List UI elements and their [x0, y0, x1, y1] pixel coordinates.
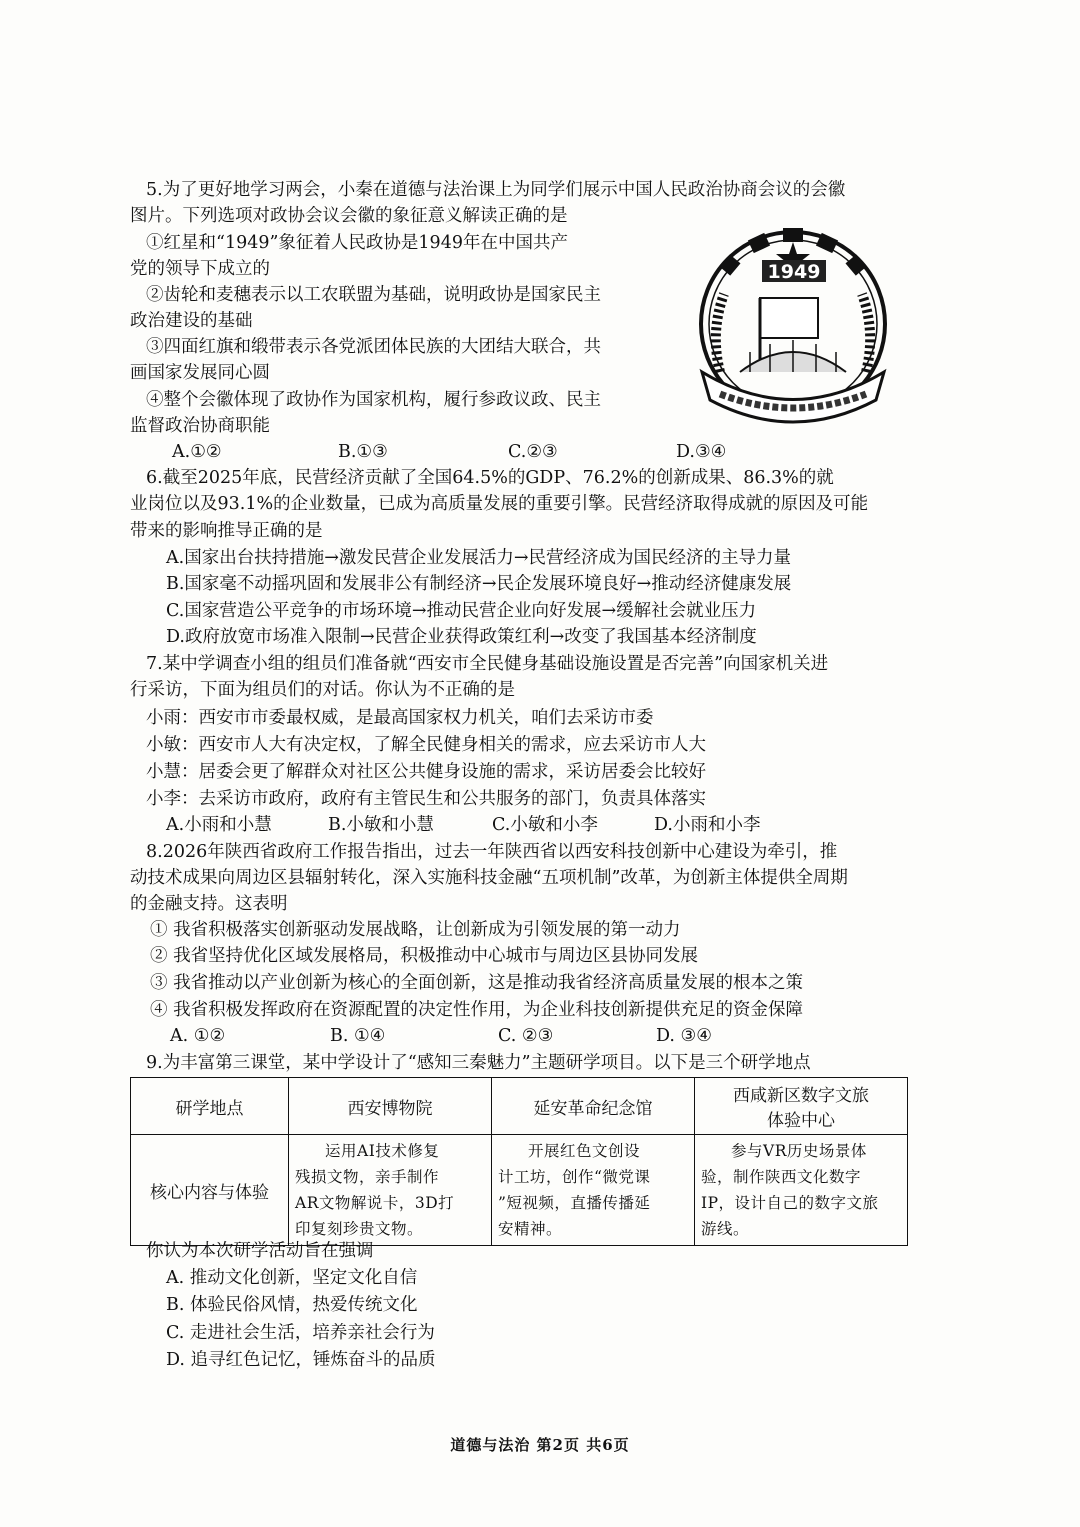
q5-option-b: B.①③ — [338, 442, 388, 462]
q9-option-c: C. 走进社会生活，培养亲社会行为 — [166, 1323, 435, 1343]
q5-statement-1b: 党的领导下成立的 — [130, 259, 270, 279]
q8-option-a: A. ①② — [170, 1026, 226, 1046]
q8-option-d: D. ③④ — [656, 1026, 712, 1046]
q6-option-a: A.国家出台扶持措施→激发民营企业发展活力→民营经济成为国民经济的主导力量 — [166, 548, 792, 568]
q5-option-c: C.②③ — [508, 442, 558, 462]
table-cell-line: 印复刻珍贵文物。 — [295, 1220, 424, 1238]
q5-statement-2a: ②齿轮和麦穗表示以工农联盟为基础，说明政协是国家民主 — [146, 285, 601, 305]
q8-stem-line1: 8.2026年陕西省政府工作报告指出，过去一年陕西省以西安科技创新中心建设为牵引，推 — [146, 842, 838, 862]
q7-option-b: B.小敏和小慧 — [328, 815, 434, 835]
table-cell — [695, 1135, 908, 1246]
table-cell-line: 安精神。 — [498, 1220, 563, 1238]
q5-statement-1a: ①红星和“1949”象征着人民政协是1949年在中国共产 — [146, 233, 568, 253]
q7-dialogue-3: 小慧：居委会更了解群众对社区公共健身设施的需求，采访居委会比较好 — [146, 762, 706, 782]
q8-statement-1: ① 我省积极落实创新驱动发展战略，让创新成为引领发展的第一动力 — [150, 920, 681, 940]
q5-statement-4b: 监督政治协商职能 — [130, 416, 270, 436]
q8-stem-line3: 的金融支持。这表明 — [130, 894, 288, 914]
table-cell-line: 开展红色文创设 — [528, 1142, 641, 1160]
table-header-row — [131, 1078, 908, 1135]
emblem-year-text: 1949 — [767, 261, 821, 283]
q7-dialogue-4: 小李：去采访市政府，政府有主管民生和公共服务的部门，负责具体落实 — [146, 789, 706, 809]
q5-statement-3a: ③四面红旗和缎带表示各党派团体民族的大团结大联合，共 — [146, 337, 601, 357]
table-header-cell: 延安革命纪念馆 — [492, 1078, 695, 1135]
q8-statement-4: ④ 我省积极发挥政府在资源配置的决定性作用，为企业科技创新提供充足的资金保障 — [150, 1000, 804, 1020]
q6-option-d: D.政府放宽市场准入限制→民营企业获得政策红利→改变了我国基本经济制度 — [166, 627, 757, 647]
q5-stem-line1: 5.为了更好地学习两会，小秦在道德与法治课上为同学们展示中国人民政治协商会议的会徽 — [146, 180, 846, 200]
q6-stem-line2: 业岗位以及93.1%的企业数量，已成为高质量发展的重要引擎。民营经济取得成就的原因及可能 — [130, 494, 869, 514]
q7-option-c: C.小敏和小李 — [492, 815, 598, 835]
q5-options — [172, 439, 726, 465]
page-footer: 道德与法治 第2页 共6页 — [450, 1436, 630, 1454]
q8-statement-2: ② 我省坚持优化区域发展格局，积极推动中心城市与周边区县协同发展 — [150, 946, 699, 966]
q9-option-a: A. 推动文化创新，坚定文化自信 — [166, 1268, 418, 1288]
q5-statement-2b: 政治建设的基础 — [130, 311, 253, 331]
table-cell-line: IP，设计自己的数字文旅 — [701, 1194, 879, 1212]
table-cell-line: ”短视频，直播传播延 — [498, 1194, 651, 1212]
table-header-cell — [695, 1078, 908, 1135]
table-cell-line: 运用AI技术修复 — [325, 1142, 440, 1160]
table-row-label: 核心内容与体验 — [131, 1135, 289, 1246]
q7-option-a: A.小雨和小慧 — [166, 815, 272, 835]
q7-dialogue-2: 小敏：西安市人大有决定权，了解全民健身相关的需求，应去采访市人大 — [146, 735, 706, 755]
table-header-line: 体验中心 — [767, 1111, 835, 1131]
q5-statement-4a: ④整个会徽体现了政协作为国家机构，履行参政议政、民主 — [146, 390, 601, 410]
q6-option-c: C.国家营造公平竞争的市场环境→推动民营企业向好发展→缓解社会就业压力 — [166, 601, 757, 621]
q7-option-d: D.小雨和小李 — [654, 815, 761, 835]
table-cell-line: AR文物解说卡，3D打 — [295, 1194, 455, 1212]
q5-statement-3b: 画国家发展同心圆 — [130, 363, 270, 383]
q7-stem-line2: 行采访，下面为组员们的对话。你认为不正确的是 — [130, 680, 515, 700]
q5-stem-line2: 图片。下列选项对政协会议会徽的象征意义解读正确的是 — [130, 206, 568, 226]
q8-options — [170, 1023, 712, 1049]
table-header-cell: 研学地点 — [131, 1078, 289, 1135]
table-cell-line: 游线。 — [701, 1220, 750, 1238]
table-row — [131, 1135, 908, 1246]
q7-dialogue-1: 小雨：西安市市委最权威，是最高国家权力机关，咱们去采访市委 — [146, 708, 654, 728]
table-cell — [492, 1135, 695, 1246]
q9-option-d: D. 追寻红色记忆，锤炼奋斗的品质 — [166, 1350, 436, 1370]
q8-statement-3: ③ 我省推动以产业创新为核心的全面创新，这是推动我省经济高质量发展的根本之策 — [150, 973, 804, 993]
study-locations-table — [130, 1077, 908, 1246]
table-cell-line: 参与VR历史场景体 — [731, 1142, 867, 1160]
q6-stem-line3: 带来的影响推导正确的是 — [130, 521, 323, 541]
q7-stem-line1: 7.某中学调查小组的组员们准备就“西安市全民健身基础设施设置是否完善”向国家机关进 — [146, 654, 829, 674]
cppcc-emblem-image — [680, 222, 906, 432]
q7-options — [166, 812, 760, 838]
table-header-cell: 西安博物院 — [289, 1078, 492, 1135]
table-cell-line: 验，制作陕西文化数字 — [701, 1168, 862, 1186]
q9-stem-line2: 你认为本次研学活动旨在强调 — [146, 1241, 374, 1261]
table-cell — [289, 1135, 492, 1246]
q6-option-b: B.国家毫不动摇巩固和发展非公有制经济→民企发展环境良好→推动经济健康发展 — [166, 574, 792, 594]
q9-option-b: B. 体验民俗风情，热爱传统文化 — [166, 1295, 418, 1315]
q8-option-b: B. ①④ — [330, 1026, 386, 1046]
q9-stem-line1: 9.为丰富第三课堂，某中学设计了“感知三秦魅力”主题研学项目。以下是三个研学地点 — [146, 1053, 811, 1073]
q6-stem-line1: 6.截至2025年底，民营经济贡献了全国64.5%的GDP、76.2%的创新成果、86.3%的就 — [146, 468, 834, 488]
table-cell-line: 计工坊，创作“微党课 — [498, 1168, 651, 1186]
q8-stem-line2: 动技术成果向周边区县辐射转化，深入实施科技金融“五项机制”改革，为创新主体提供全周期 — [130, 868, 848, 888]
q5-option-a: A.①② — [172, 442, 222, 462]
q8-option-c: C. ②③ — [498, 1026, 554, 1046]
q5-option-d: D.③④ — [676, 442, 727, 462]
table-cell-line: 残损文物，亲手制作 — [295, 1168, 440, 1186]
table-header-line: 西咸新区数字文旅 — [733, 1086, 869, 1106]
